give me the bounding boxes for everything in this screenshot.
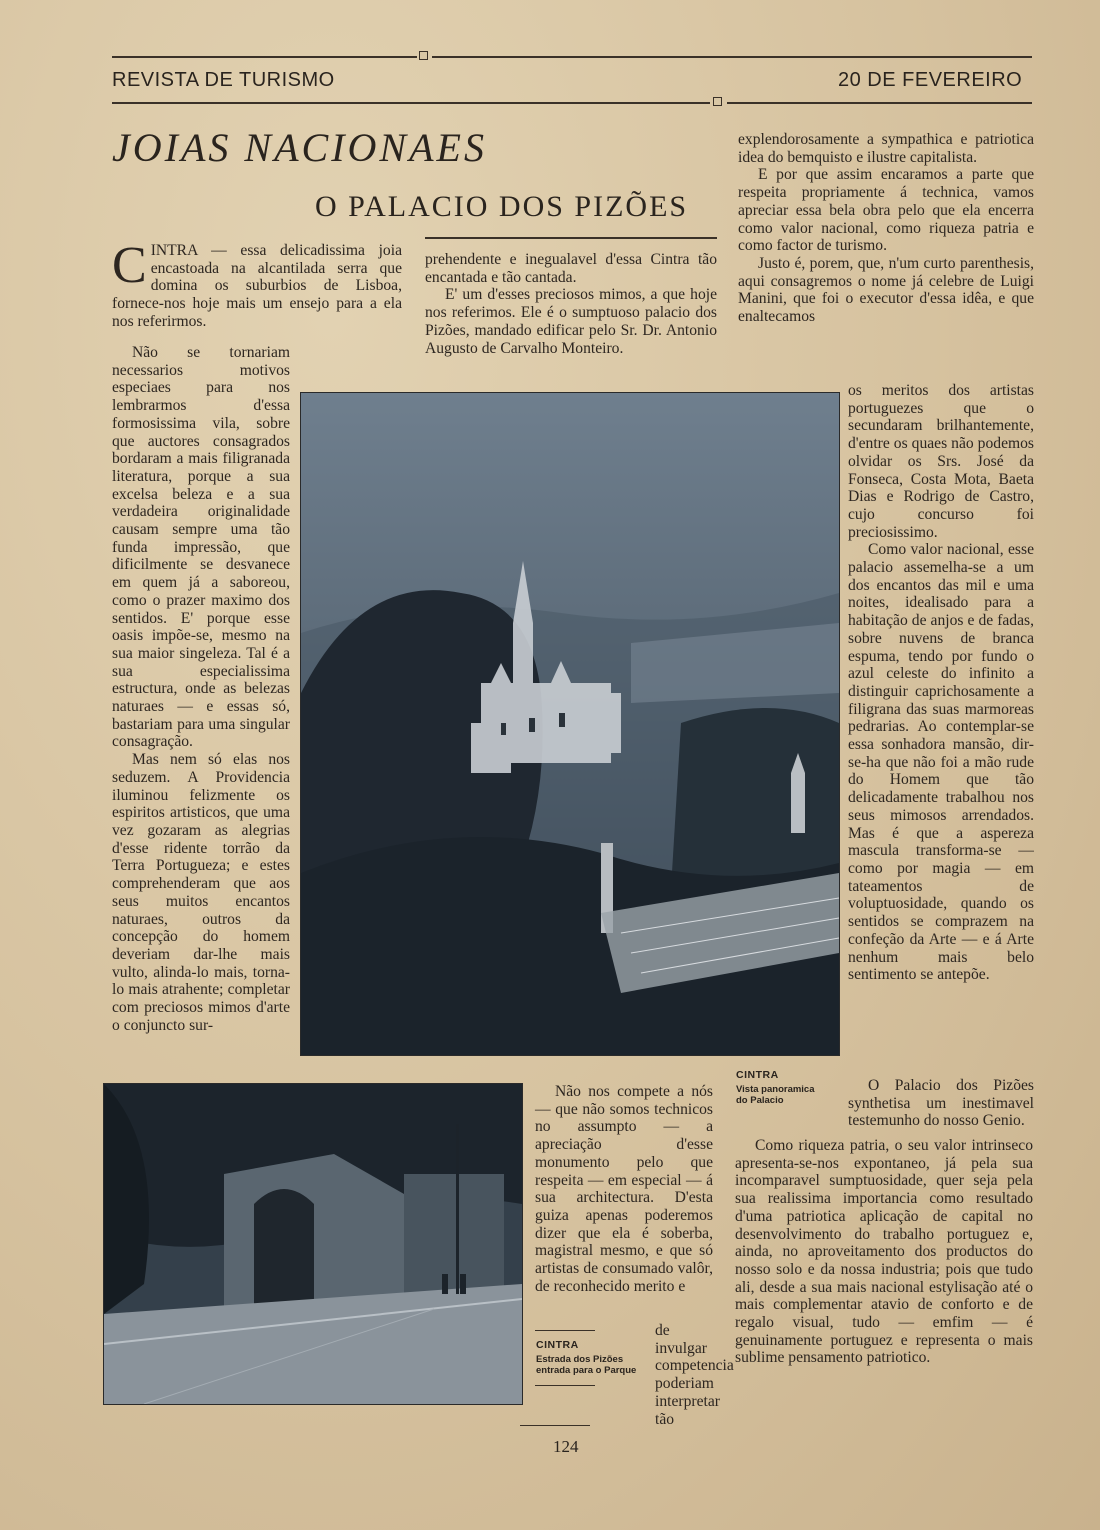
caption-rule-bottom (535, 1385, 595, 1386)
running-header-right: 20 DE FEVEREIRO (838, 69, 1023, 91)
panorama-caption (736, 1070, 836, 1106)
subtitle-rule (425, 237, 717, 239)
road-entrance-image (104, 1084, 522, 1404)
column-3-narrow (848, 382, 1034, 1077)
column-3-narrow-paragraph-2: Como valor nacional, esse palacio assemelha-se a um dos encantos das mil e uma noites, idealisado para a habitação de anjos e de fadas, sobre nuvens de branca espuma, tendo por fundo o azul celeste do infinito a distinguir caprichosamente a filigrana das suas marmoreas pedrarias. Ao contemplar-se essa sonhadora mansão, dir-se-ha que não foi a mão rude do Homem que tão delicadamente trabalhou nos seus mimosos arrendados. Mas é que a aspereza mascula transforma-se — como por magia — em tateamentos de voluptuosidade, quando os sentidos se comprazem na confeção da Arte — e á Arte nenhum mais belo sentimento se antepõe. (848, 541, 1034, 984)
column-3-paragraph-1: explendorosamente a sympathica e patriotica idea do bemquisto e ilustre capitalista. (738, 131, 1034, 166)
header-top-rule-left (112, 56, 417, 58)
column-3-bottom-paragraph: Como riqueza patria, o seu valor intrinseco apresenta-se-nos expontaneo, já pela sua incomparavel sumptuosidade, quer seja pela sua realissima importancia como resultado d'uma patriotica aplicação de capital no desenvolvimento do trabalho portuguez e, ainda, no aproveitamento dos productos do nosso solo e da nossa industria; pois que tudo ali, desde a sua mais nacional estylisação até o mais complementar atavio de conforto e de regalo visual, tudo — emfim — é genuinamente portuguez e representa o mais sublime pensamento patriotico. (735, 1137, 1033, 1367)
palace-panorama-photo (300, 392, 840, 1056)
header-bottom-ornament (713, 97, 722, 106)
column-3-paragraph-3: Justo é, porem, que, n'um curto parenthesis, aqui consagremos o nome já celebre de Luigi Manini, que foi o executor d'essa idêa, e que enaltecamos (738, 254, 1034, 326)
column-1-body (112, 344, 290, 1077)
palace-panorama-image (301, 393, 839, 1055)
column-2-lower (535, 1083, 713, 1295)
road-entrance-photo (103, 1083, 523, 1405)
column-3-narrow-paragraph-1: os meritos dos artistas portuguezes que o secundaram brilhantemente, d'entre os quaes não podemos olvidar os Srs. José da Fonseca, Costa Mota, Baeta Dias e Rodrigo de Castro, cujo concurso foi preciosissimo. (848, 382, 1034, 541)
column-2-paragraph-2: E' um d'esses preciosos mimos, a que hoje nos referimos. Ele é o sumptuoso palacio dos Pizões, mandado edificar pelo Sr. Dr. Antonio Augusto de Carvalho Monteiro. (425, 286, 717, 357)
article-title: JOIAS NACIONAES (112, 125, 487, 170)
footer-rule (520, 1425, 590, 1426)
panorama-caption-line-1: Vista panoramica (736, 1084, 815, 1095)
header-top-ornament (419, 51, 428, 60)
column-3-top (738, 131, 1034, 326)
article-subtitle: O PALACIO DOS PIZÕES (315, 190, 689, 223)
column-2-paragraph-1: prehendente e inegualavel d'essa Cintra tão encantada e tão cantada. (425, 251, 717, 286)
panorama-caption-title: CINTRA (736, 1069, 779, 1081)
road-caption-line-1: Estrada dos Pizões (536, 1354, 624, 1365)
column-2-top (425, 251, 717, 357)
column-3-bottom (735, 1137, 1033, 1367)
lead-paragraph: INTRA — essa delicadissima joia encastoada na alcantilada serra que domina os suburbios de Lisboa, fornece-nos hoje mais um ensejo para a ela nos referirmos. (112, 242, 402, 330)
column-3-middle-paragraph: O Palacio dos Pizões synthetisa um inestimavel testemunho do nosso Genio. (848, 1077, 1034, 1130)
header-bottom-rule-left (112, 102, 710, 104)
road-caption (536, 1340, 646, 1376)
drop-cap: C (112, 237, 147, 294)
panorama-caption-line-2: do Palacio (736, 1095, 784, 1106)
header-bottom-rule-right (727, 102, 1032, 104)
header-top-rule-right (432, 56, 1032, 58)
column-1-paragraph-3: Mas nem só elas nos seduzem. A Providencia iluminou felizmente os espiritos artisticos, que uma vez gozaram as alegrias d'esse ridente torrão da Terra Portugueza; e estes comprehenderam que aos seus muitos encantos naturaes, outros da concepção do homem deveriam dar-lhe mais vulto, alinda-lo mais, torna-lo mais atrahente; completar com preciosos mimos d'arte o conjuncto sur- (112, 751, 290, 1034)
road-caption-line-2: entrada para o Parque (536, 1365, 637, 1376)
column-3-paragraph-2: E por que assim encaramos a parte que respeita propriamente á technica, vamos apreciar essa bela obra pelo que ela encerra como valor nacional, como riqueza patria e como factor de turismo. (738, 166, 1034, 255)
column-1-top (112, 237, 402, 331)
road-caption-title: CINTRA (536, 1339, 579, 1351)
running-header-left: REVISTA DE TURISMO (112, 69, 335, 91)
page-number: 124 (553, 1437, 579, 1456)
column-2-lower-paragraph: Não nos compete a nós — que não somos technicos no assumpto — a apreciação d'esse monumento pelo que respeita — em especial — á sua architectura. D'esta guiza apenas poderemos dizer que ela é soberba, magistral mesmo, e que só artistas de consumado valôr, de reconhecido merito e (535, 1083, 713, 1295)
column-2-tail-paragraph: de invulgar competencia poderiam interpretar tão (655, 1322, 734, 1428)
column-3-middle (848, 1077, 1034, 1130)
column-1-paragraph-2: Não se tornariam necessarios motivos especiaes para nos lembrarmos d'essa formosissima vila, sobre que auctores consagrados bordaram a mais filigranada literatura, porque a sua excelsa beleza e a sua verdadeira originalidade causam sempre uma tão funda impressão, que dificilmente se desvanece em quem já a saboreou, como o prazer maximo dos sentidos. E' porque esse oasis impõe-se, mesmo na sua maior singeleza. Tal é a sua especialissima estructura, onde as belezas naturaes — e essas só, bastariam para uma singular consagração. (112, 344, 290, 751)
